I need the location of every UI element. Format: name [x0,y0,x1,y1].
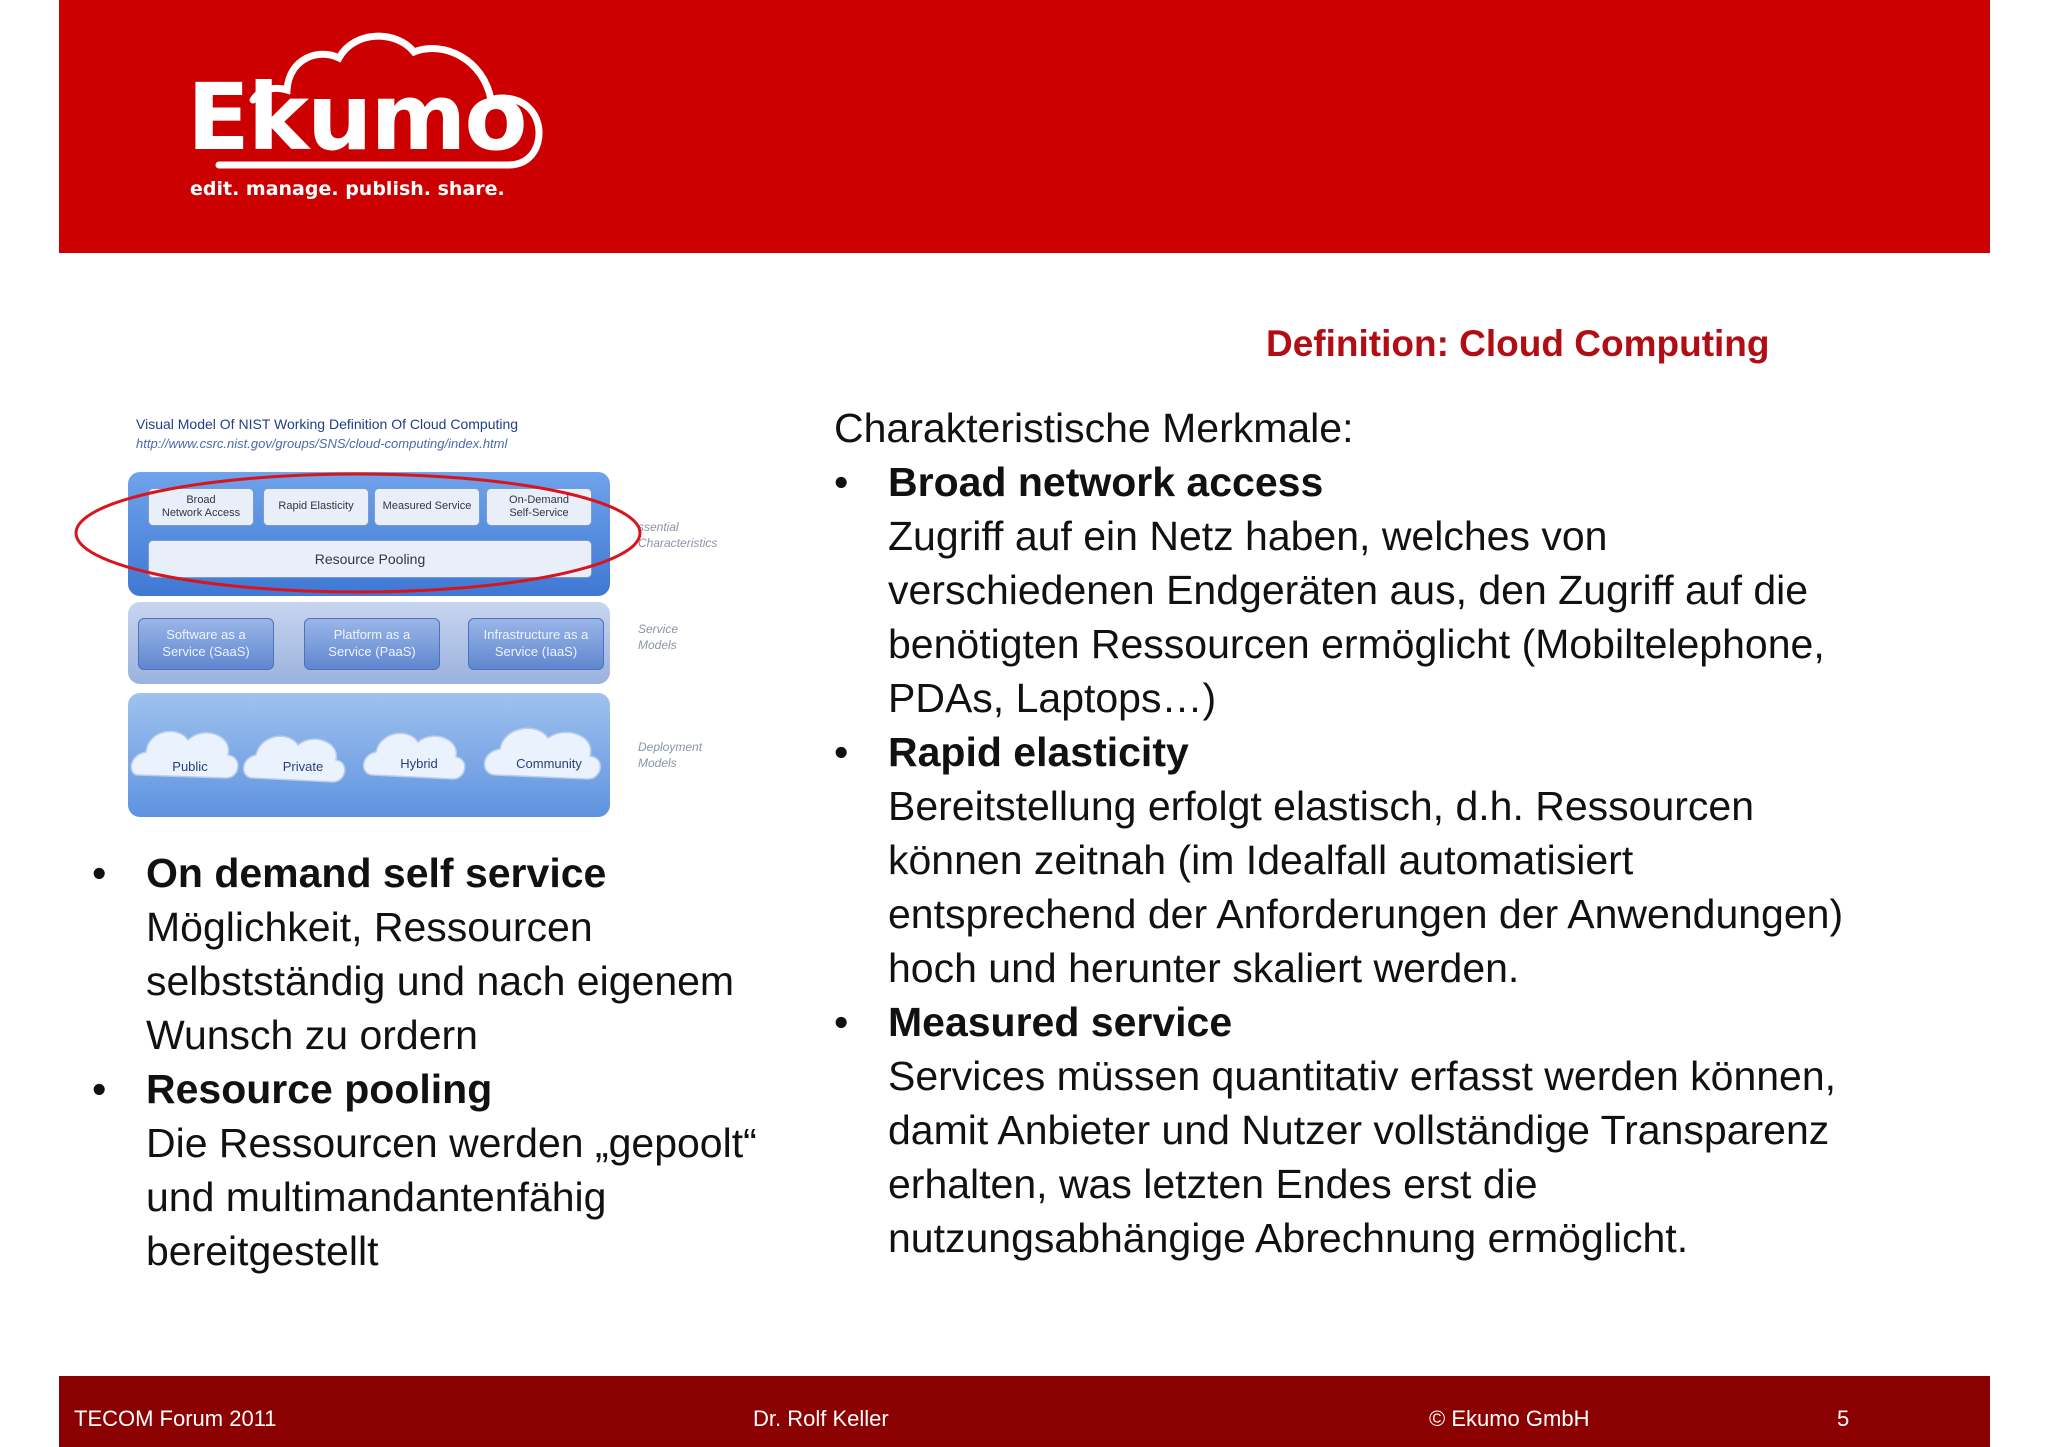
left-bullet-list [92,846,832,1278]
cloud-hybrid: Hybrid [400,756,438,771]
diagram-url: http://www.csrc.nist.gov/groups/SNS/cloud-computing/index.html [136,436,508,451]
list-item: • Rapid elasticity Bereitstellung erfolgt elastisch, d.h. Ressourcen können zeitnah (im Idealfall automatisiert entsprechend der Anforderungen der Anwendungen) hoch und herunter skaliert werden. [834,729,1844,991]
list-item: • On demand self service Möglichkeit, Ressourcen selbstständig und nach eigenem Wunsch zu ordern [92,850,735,1058]
header-banner [59,0,1990,253]
slide-title: Definition: Cloud Computing [1266,323,1770,364]
right-bullet-list [834,401,1974,1265]
page-number: 5 [1837,1406,1850,1431]
list-item: • Measured service Services müssen quantitativ erfasst werden können, damit Anbieter und Nutzer vollständige Transparenz erhalten, was letzten Endes erst die nutzungsabhängige Abrechnung ermöglicht. [834,999,1837,1261]
label-deployment-models: Deployment Models [638,740,703,770]
chip-resource-pooling: Resource Pooling [148,540,592,578]
cloud-community: Community [516,756,582,771]
label-essential-characteristics: ssential Characteristics [638,520,718,550]
deployment-clouds-icon [128,700,610,810]
chip-saas: Software as a Service (SaaS) [138,618,274,670]
highlight-oval [72,470,644,596]
label-service-models: Service Models [638,622,679,652]
cloud-private: Private [282,759,324,774]
footer-bar [59,1376,1990,1447]
logo-tagline: edit. manage. publish. share. [190,178,505,200]
list-item: • Broad network access Zugriff auf ein Netz haben, welches von verschiedenen Endgeräten aus, den Zugriff auf die benötigten Ressourcen ermöglicht (Mobiltelephone, PDAs, Laptops…) [834,459,1825,721]
chip-paas: Platform as a Service (PaaS) [304,618,440,670]
footer-event: TECOM Forum 2011 [74,1406,277,1431]
chip-rapid-elasticity: Rapid Elasticity [263,488,369,526]
nist-diagram [76,410,726,830]
chip-broad-network-access: Broad Network Access [148,488,254,526]
chip-measured-service: Measured Service [374,488,480,526]
chip-on-demand-self-service: On-Demand Self-Service [486,488,592,526]
diagram-title: Visual Model Of NIST Working Definition Of Cloud Computing [136,416,519,432]
footer-copyright: © Ekumo GmbH [1429,1406,1590,1431]
list-item: • Resource pooling Die Ressourcen werden „gepoolt“ und multimandantenfähig bereitgestellt [92,1066,757,1274]
footer-author: Dr. Rolf Keller [753,1406,889,1431]
intro-text: Charakteristische Merkmale: [834,405,1354,451]
cloud-public: Public [172,759,208,774]
logo-wordmark: Ekumo [187,64,526,171]
chip-iaas: Infrastructure as a Service (IaaS) [468,618,604,670]
